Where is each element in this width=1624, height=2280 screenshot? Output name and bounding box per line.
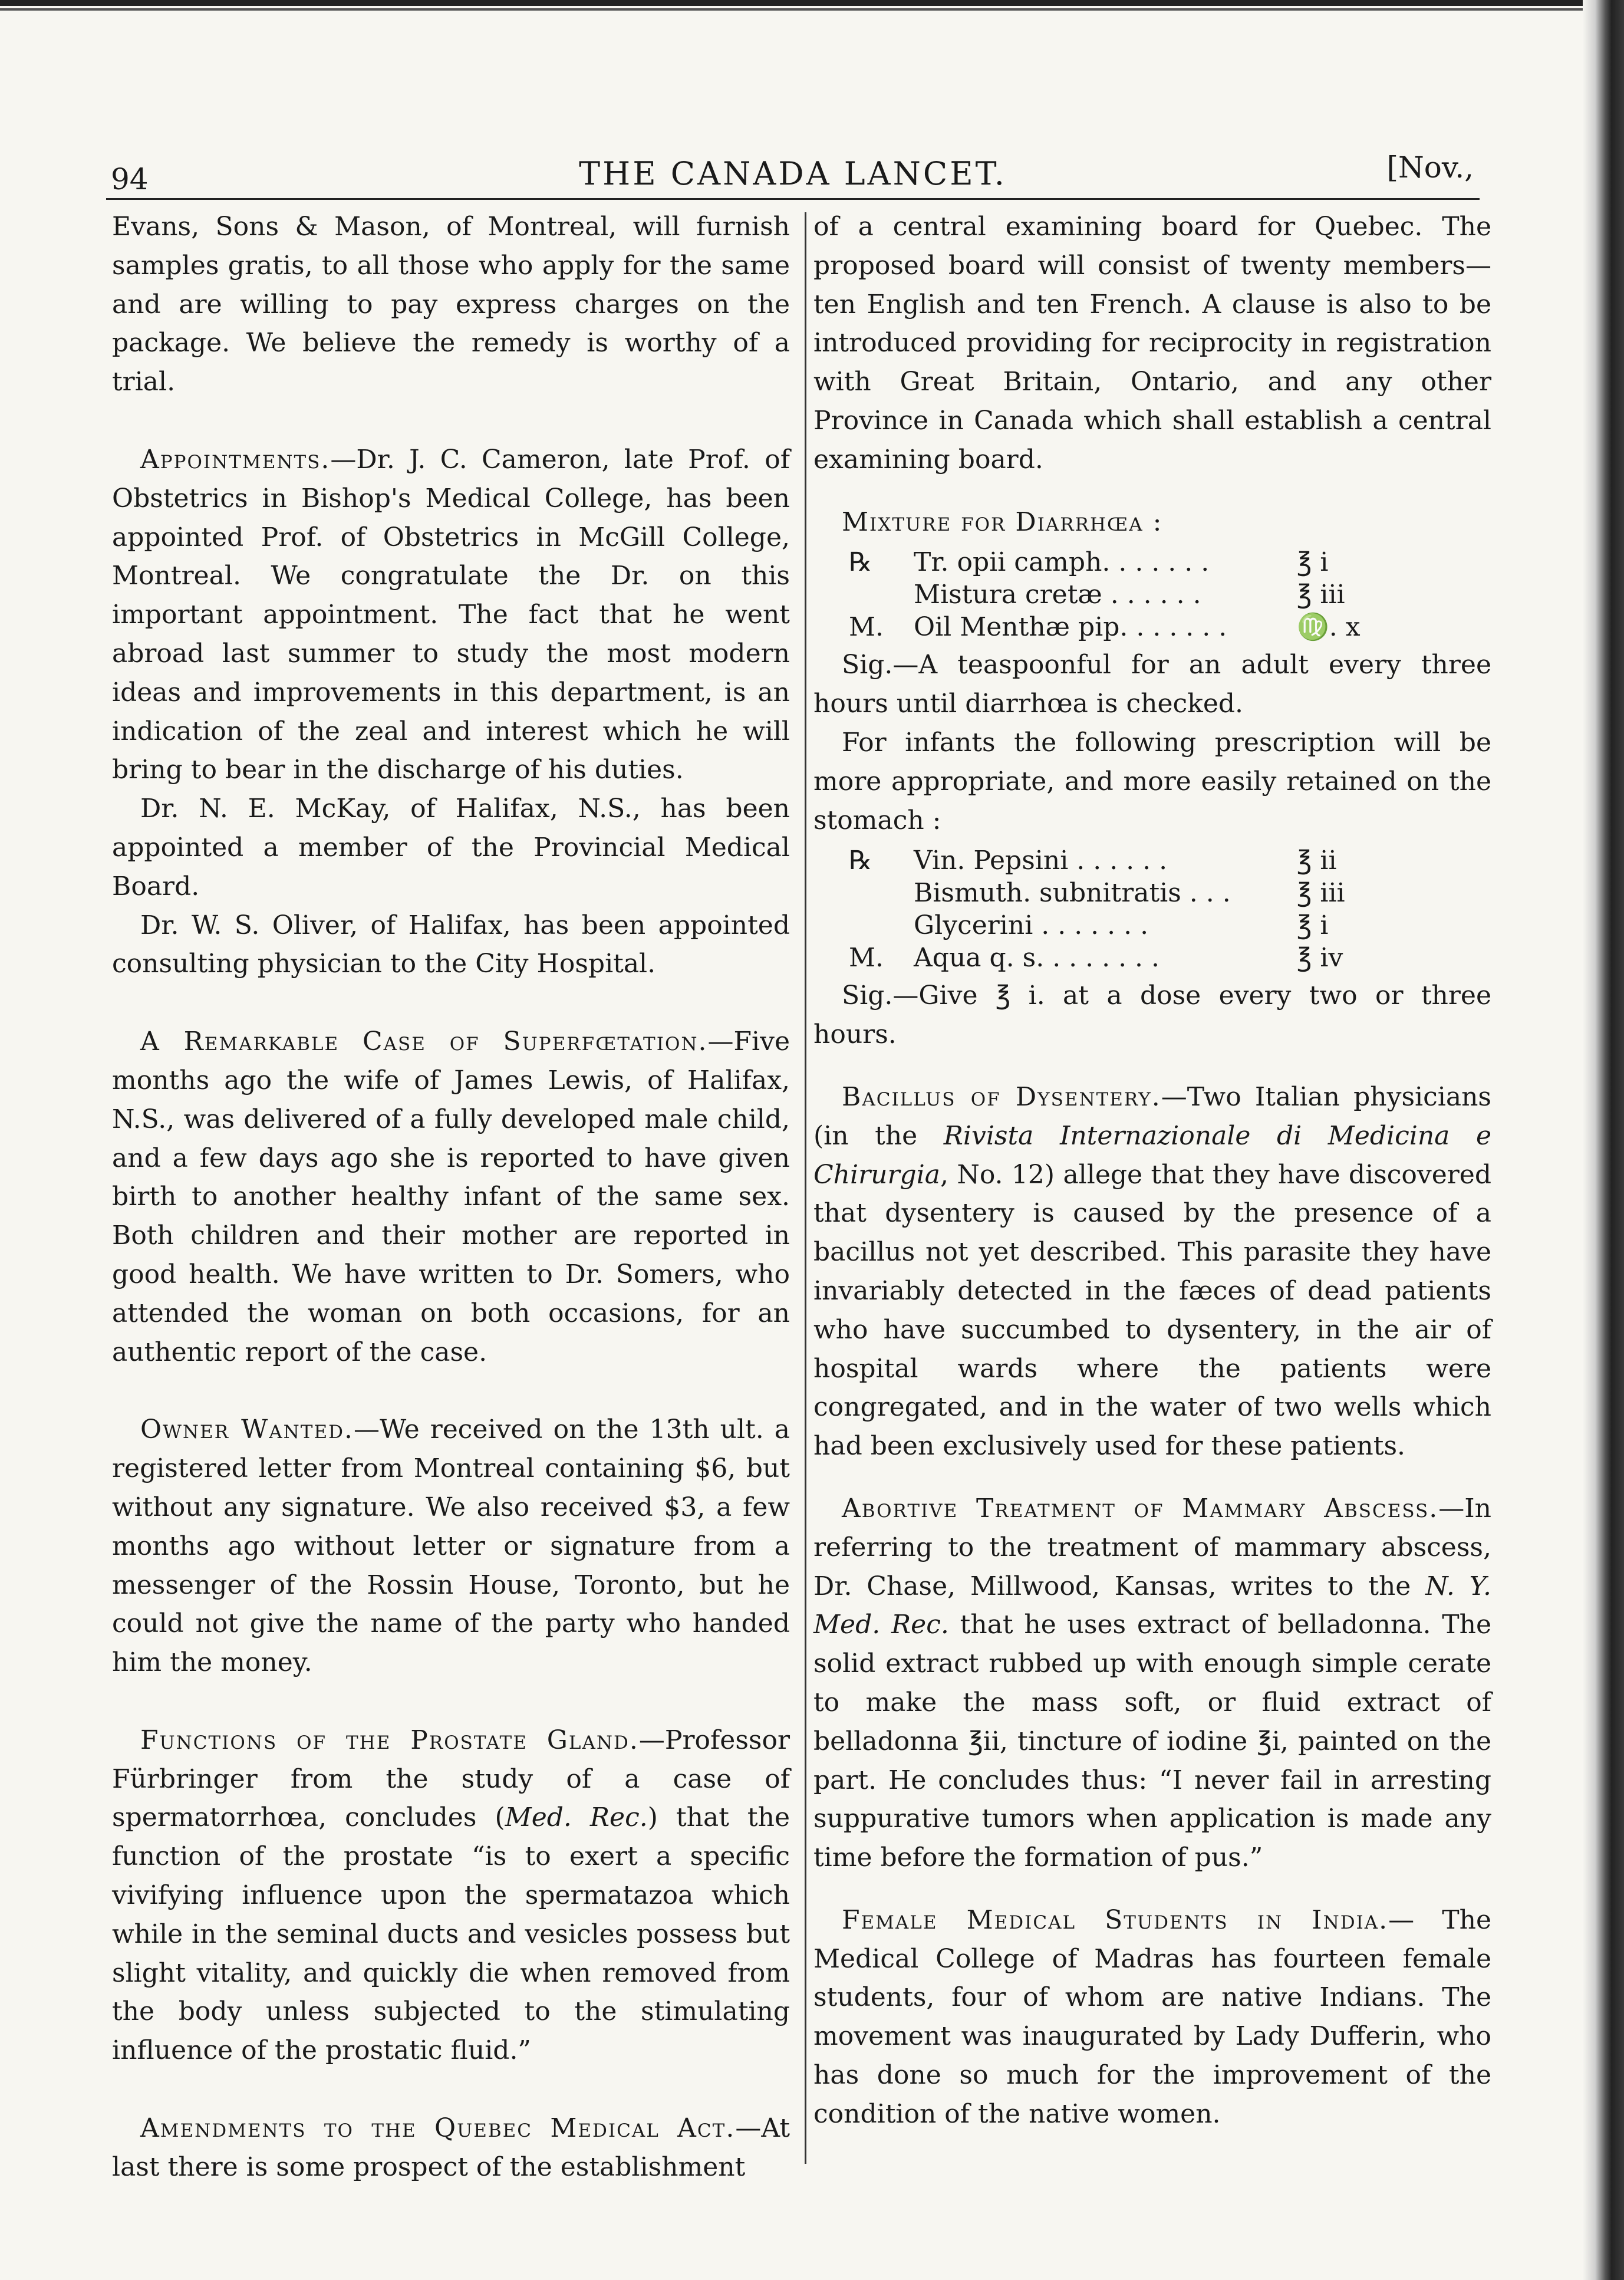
rx-row: Mistura cretæ . . . . . . ℥ iii [914, 580, 1345, 610]
mixture-heading: Mixture for Diarrhœa : [842, 506, 1163, 537]
sig-infant: Sig.—Give ℥ i. at a dose every two or three hours. [813, 981, 1491, 1050]
mammary-paragraph: Abortive Treatment of Mammary Abscess.—In referring to the treatment of mammary abscess, Dr. Chase, Millwood, Kansas, writes to the N. Y. Med. Rec. that he uses extract of belladonna. The solid extract rubbed up with enough simple cerate to make the mass soft, or fluid extract of belladonna ℥ii, tincture of iodine ℥i, painted on the part. He concludes thus: “I never fail in arresting suppurative tumors when application is made any time before the formation of pus.” [813, 1493, 1491, 1873]
superfoetation-paragraph: A Remarkable Case of Superfœtation.—Five months ago the wife of James Lewis, of Halifax, N.S., was delivered of a fully developed male child, and a few days ago she is reported to have given birth to another healthy infant of the same sex. Both children and their mother are reported in good health. We have written to Dr. Somers, who attended the woman on both occasions, for an authentic report of the case. [112, 1027, 790, 1367]
rx-row: M. Aqua q. s. . . . . . . . ℥ iv [849, 943, 1343, 973]
rx-row: ℞ Tr. opii camph. . . . . . . ℥ i [849, 547, 1329, 578]
quebec-act-paragraph: Amendments to the Quebec Medical Act.—At last there is some prospect of the establishment [112, 2113, 790, 2182]
prostate-heading: Functions of the Prostate Gland. [140, 1725, 639, 1755]
page-right-edge [1583, 0, 1624, 2280]
left-intro-paragraph: Evans, Sons & Mason, of Montreal, will furnish samples gratis, to all those who apply for the same and are willing to pay express charges on the package. We believe the remedy is worthy of a trial. [112, 212, 790, 397]
infants-paragraph: For infants the following prescription will be more appropriate, and more easily retained on the stomach : [813, 727, 1491, 835]
india-heading: Female Medical Students in India. [842, 1904, 1389, 1935]
header-rule [106, 198, 1480, 200]
rx-row: M. Oil Menthæ pip. . . . . . . ♍. x [849, 612, 1361, 643]
oliver-paragraph: Dr. W. S. Oliver, of Halifax, has been appointed consulting physician to the City Hospital. [112, 910, 790, 979]
superfoetation-heading: A Remarkable Case of Superfœtation. [140, 1027, 708, 1057]
dysentery-paragraph: Bacillus of Dysentery.—Two Italian physicians (in the Rivista Internazionale di Medicina e Chirurgia, No. 12) allege that they have discovered that dysentery is caused by the presence of a bacillus not yet described. This parasite they have invariably detected in the fæces of dead patients who have succumbed to dysentery, in the air of hospital wards where the patients were congregated, and in the water of two wells which had been exclusively used for these patients. [813, 1081, 1491, 1462]
right-intro-paragraph: of a central examining board for Quebec. The proposed board will consist of twenty members—ten English and ten French. A clause is also to be introduced providing for reciprocity in registration with Great Britain, Ontario, and any other Province in Canada which shall establish a central examining board. [813, 212, 1491, 475]
page-top-edge-line [0, 8, 1624, 11]
appointments-paragraph: Appointments.—Dr. J. C. Cameron, late Prof. of Obstetrics in Bishop's Medical College, has been appointed Prof. of Obstetrics in McGill College, Montreal. We congratulate the Dr. on this important appointment. The fact that he went abroad last summer to study the most modern ideas and improvements in this department, is an indication of the zeal and interest which he will bring to bear in the discharge of his duties. [112, 444, 790, 785]
quebec-act-heading: Amendments to the Quebec Medical Act. [140, 2113, 736, 2144]
mckay-paragraph: Dr. N. E. McKay, of Halifax, N.S., has been appointed a member of the Provincial Medical Board. [112, 794, 790, 902]
page-number: 94 [111, 162, 149, 196]
rivista-citation: Rivista Internazionale di Medicina e Chirurgia [813, 1120, 1491, 1190]
rx-row: Glycerini . . . . . . . ℥ i [914, 910, 1329, 941]
column-divider [805, 212, 806, 2164]
appointments-heading: Appointments. [140, 444, 331, 475]
issue-date: [Nov., [1386, 150, 1474, 185]
left-column [112, 208, 790, 2187]
ny-med-rec-citation: N. Y. Med. Rec. [813, 1571, 1491, 1640]
prostate-paragraph: Functions of the Prostate Gland.—Professor Fürbringer from the study of a case of spermatorrhœa, concludes (Med. Rec.) that the function of the prostate “is to exert a specific vivifying influence upon the spermatazoa which while in the seminal ducts and vesicles possess but slight vitality, and quickly die when removed from the body unless subjected to the stimulating influence of the prostatic fluid.” [112, 1725, 790, 2066]
rx-row: ℞ Vin. Pepsini . . . . . . ℥ ii [849, 845, 1337, 876]
mammary-heading: Abortive Treatment of Mammary Abscess. [842, 1493, 1439, 1524]
dysentery-heading: Bacillus of Dysentery. [842, 1081, 1161, 1112]
india-paragraph: Female Medical Students in India.— The Medical College of Madras has fourteen female students, four of whom are native Indians. The movement was inaugurated by Lady Dufferin, who has done so much for the improvement of the condition of the native women. [813, 1904, 1491, 2129]
owner-wanted-heading: Owner Wanted. [140, 1414, 354, 1445]
journal-title: THE CANADA LANCET. [579, 155, 1007, 192]
med-rec-citation: Med. Rec. [505, 1802, 648, 1833]
rx-row: Bismuth. subnitratis . . . ℥ iii [914, 878, 1345, 909]
right-column [813, 208, 1491, 2134]
owner-wanted-paragraph: Owner Wanted.—We received on the 13th ult. a registered letter from Montreal containing $6, but without any signature. We also received $3, a few months ago without letter or signature from a messenger of the Rossin House, Toronto, but he could not give the name of the party who handed him the money. [112, 1414, 790, 1678]
page-top-edge [0, 0, 1624, 6]
prescription-adult [813, 546, 1491, 643]
prescription-infant [813, 844, 1491, 974]
sig-adult: Sig.—A teaspoonful for an adult every three hours until diarrhœa is checked. [813, 650, 1491, 719]
running-header [106, 150, 1480, 198]
